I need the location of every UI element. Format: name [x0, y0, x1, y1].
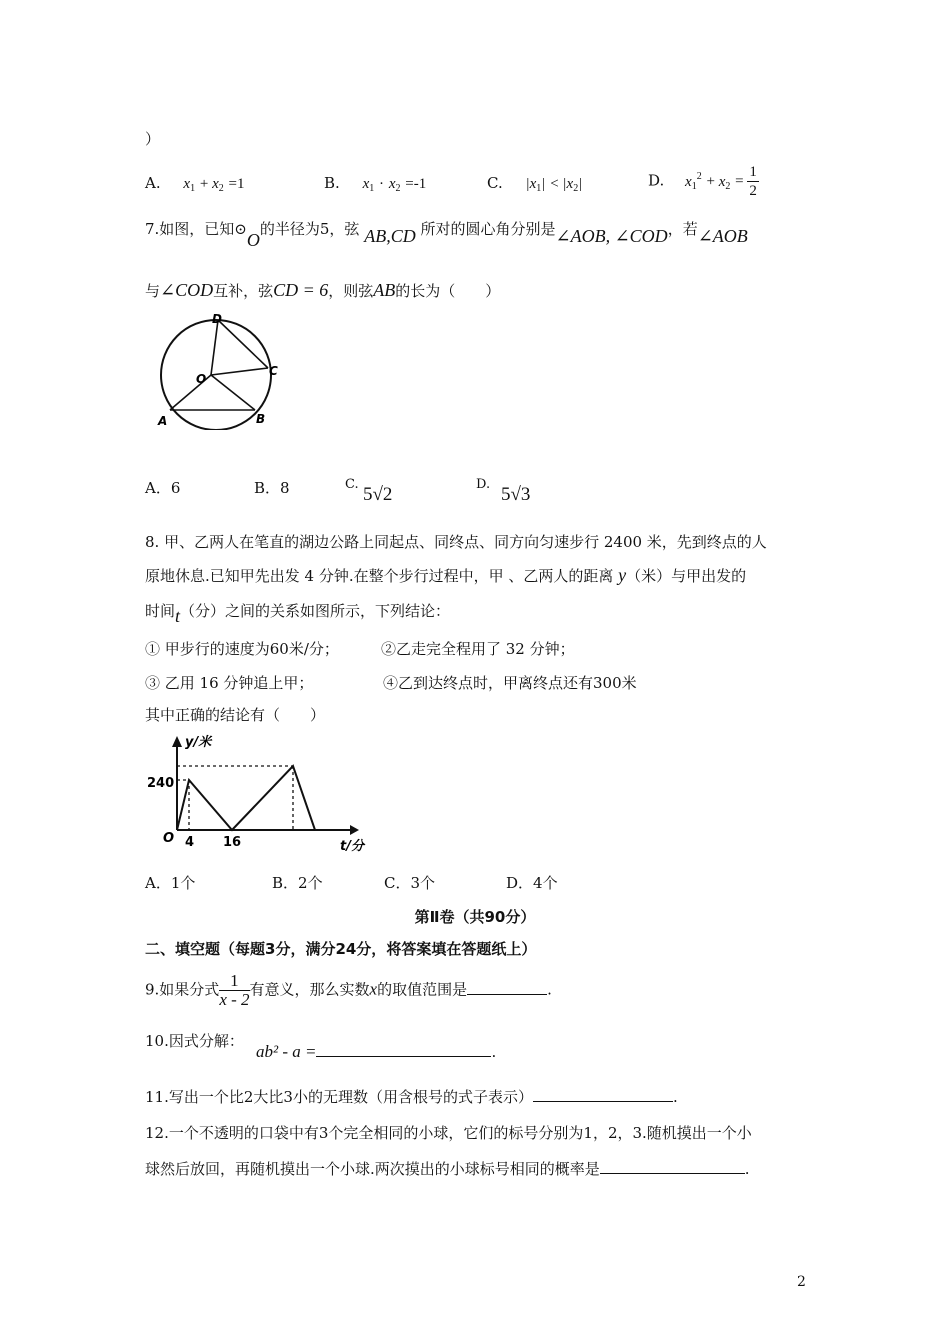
label-o: O — [196, 372, 207, 386]
q6-option-b: B. $x_1 \cdot x_2 =-1$ — [324, 174, 427, 194]
q8-ask: 其中正确的结论有（ ） — [145, 706, 326, 724]
q7-option-a: A．6 — [145, 479, 181, 497]
q8-conclusion-1: ① 甲步行的速度为60米/分； — [145, 640, 339, 658]
q6-option-a: A. $x_1 + x_2 =1$ — [145, 174, 245, 194]
graph-tick-240: 240 — [147, 776, 175, 791]
q8-conclusion-4: ④乙到达终点时，甲离终点还有300米 — [383, 674, 637, 692]
q10-label: 10.因式分解： — [145, 1032, 244, 1050]
radius-oc — [211, 368, 268, 375]
q8-conclusion-2: ②乙走完全程用了 32 分钟； — [381, 640, 575, 658]
q12-line1: 12.一个不透明的口袋中有3个完全相同的小球，它们的标号分别为1，2，3.随机摸出一个小 — [145, 1124, 752, 1142]
graph-origin: O — [163, 831, 175, 846]
label-b: B — [256, 412, 266, 426]
x-axis-arrow — [350, 825, 359, 835]
q8-line1: 8. 甲、乙两人在笔直的湖边公路上同起点、同终点、同方向匀速步行 2400 米，先到终点的人 — [145, 533, 767, 551]
q8-conclusion-3: ③ 乙用 16 分钟追上甲； — [145, 674, 314, 692]
q8-option-d: D．4个 — [506, 874, 558, 892]
q11: 11.写出一个比2大比3小的无理数（用含根号的式子表示） . — [145, 1088, 678, 1106]
q7-option-b: B．8 — [254, 479, 290, 497]
radius-ob — [211, 375, 255, 410]
graph-xlabel: t/分 — [340, 839, 364, 854]
distance-line — [177, 766, 315, 830]
q7-line1: 7.如图，已知⊙O的半径为5，弦 AB,CD 所对的圆心角分别是∠AOB, ∠COD，若∠AOB — [145, 220, 748, 250]
q7-option-c-label: C. — [345, 477, 359, 492]
q10-answer-blank[interactable] — [316, 1042, 491, 1057]
q9-answer-blank[interactable] — [467, 980, 547, 995]
q8-graph — [145, 728, 370, 858]
q8-option-a: A．1个 — [145, 874, 196, 892]
q11-answer-blank[interactable] — [533, 1087, 673, 1102]
q6-option-d: D. $x_1^2 + x_2$ = $\frac{1}{2}$ — [648, 164, 757, 199]
q12-line2: 球然后放回，再随机摸出一个小球.两次摸出的小球标号相同的概率是 . — [145, 1160, 750, 1178]
section-heading: 二、填空题（每题3分，满分24分，将答案填在答题纸上） — [145, 940, 537, 958]
q8-line3: 时间t（分）之间的关系如图所示，下列结论： — [145, 602, 451, 626]
q12-answer-blank[interactable] — [600, 1159, 745, 1174]
q8-option-b: B．2个 — [272, 874, 323, 892]
y-axis-arrow — [172, 736, 182, 747]
label-d: D — [212, 312, 222, 326]
paren-close: ） — [145, 130, 161, 148]
graph-ylabel: y/米 — [185, 735, 212, 750]
q6-option-c: C. $|x_1| < |x_2|$ — [487, 174, 583, 194]
label-a: A — [158, 414, 168, 428]
radius-od — [211, 320, 218, 375]
q7-line2: 与∠COD互补，弦CD = 6，则弦AB的长为（ ） — [145, 280, 501, 300]
q8-option-c: C．3个 — [384, 874, 436, 892]
q7-circle-figure — [150, 310, 290, 430]
graph-tick-16: 16 — [223, 835, 242, 850]
section-title: 第Ⅱ卷（共90分） — [414, 908, 536, 926]
q10: ab² - a = . — [256, 1042, 497, 1061]
q9-fraction: $\frac{1}{x - 2}$ — [219, 971, 250, 1009]
q9: 9.如果分式 $\frac{1}{x - 2}$ 有意义，那么实数x的取值范围是 . — [145, 971, 552, 1009]
page-number: 2 — [797, 1274, 806, 1290]
q8-line2: 原地休息.已知甲先出发 4 分钟.在整个步行过程中，甲 、乙两人的距离 y（米）与甲出发的 — [145, 565, 747, 585]
label-c: C — [269, 364, 278, 378]
q7-option-c: 5√2 — [363, 484, 393, 505]
graph-tick-4: 4 — [185, 835, 195, 850]
q7-option-d-label: D. — [476, 477, 491, 492]
q7-option-d: 5√3 — [501, 484, 531, 505]
